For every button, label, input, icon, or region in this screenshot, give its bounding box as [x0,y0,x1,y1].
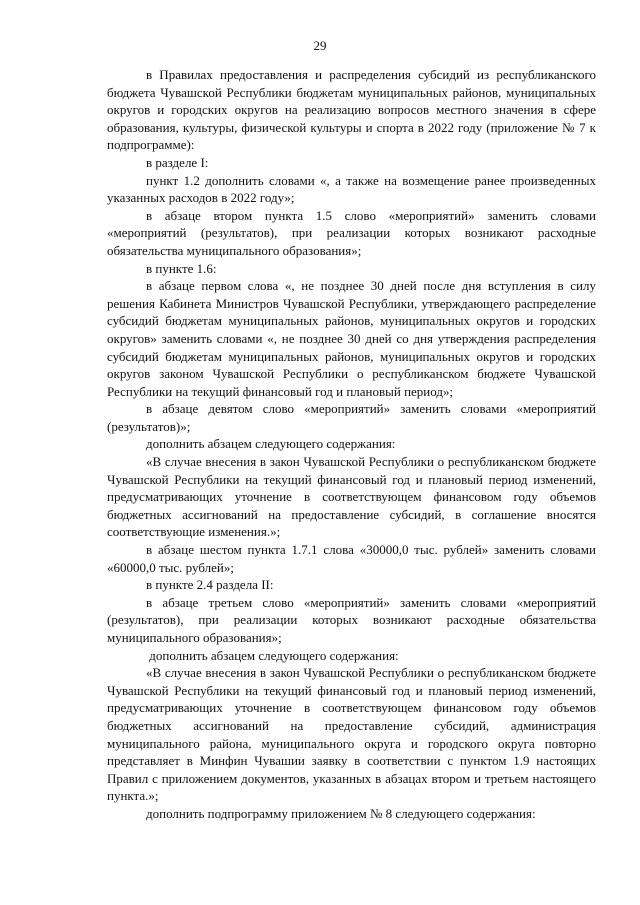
paragraph: «В случае внесения в закон Чувашской Республики о республиканском бюджете Чувашской Республики на текущий финансовый год и плановый период изменений, предусматривающих уточнение в соответствующем финансовом году объемов бюджетных ассигнований на предоставление субсидий, администрация муниципального района, муниципального округа и городского округа повторно представляет в Минфин Чувашии заявку в соответствии с пунктом 1.9 настоящих Правил с приложением документов, указанных в абзацах втором и третьем настоящего пункта.»; [107,665,596,804]
paragraph: в абзаце третьем слово «мероприятий» заменить словами «мероприятий (результатов), при реализации которых возникают расходные обязательства муниципального образования»; [107,594,596,645]
paragraph: в абзаце шестом пункта 1.7.1 слова «30000,0 тыс. рублей» заменить словами «60000,0 тыс. рублей»; [107,542,596,575]
paragraph: дополнить абзацем следующего содержания: [146,436,396,452]
paragraph: пункт 1.2 дополнить словами «, а также на возмещение ранее произведенных указанных расходов в 2022 году»; [107,172,596,206]
paragraph: в Правилах предоставления и распределения субсидий из республиканского бюджета Чувашской Республики бюджетам муниципальных районов, муниципальных округов и городских округов на реализацию вопросов местного значения в сфере образования, культуры, физической культуры и спорта в 2022 году (приложение № 7 к подпрограмме): [107,67,596,153]
paragraph: в абзаце первом слова «, не позднее 30 дней после дня вступления в силу решения Кабинета Министров Чувашской Республики, утверждающего распределение субсидий бюджетам муниципальных районов, муниципальных округов и городских округов» заменить словами «, не позднее 30 дней со дня утверждения распределения субсидий бюджетам муниципальных районов, муниципальных округов и городских округов законом Чувашской Республики о республиканском бюджете Чувашской Республики на текущий финансовый год и плановый период»; [107,278,596,399]
paragraph: в пункте 1.6: [146,260,217,276]
paragraph: в абзаце втором пункта 1.5 слово «мероприятий» заменить словами «мероприятий (результатов), при реализации которых возникают расходные обязательства муниципального образования»; [107,207,596,258]
page-number: 29 [313,38,327,53]
paragraph: в пункте 2.4 раздела II: [146,577,274,593]
paragraph: дополнить абзацем следующего содержания: [146,647,399,663]
paragraph: дополнить подпрограмму приложением № 8 следующего содержания: [146,805,536,821]
document-body [107,66,596,823]
paragraph: в разделе I: [146,154,209,170]
paragraph: «В случае внесения в закон Чувашской Республики о республиканском бюджете Чувашской Республики на текущий финансовый год и плановый период изменений, предусматривающих уточнение в соответствующем финансовом году объемов бюджетных ассигнований на предоставление субсидий, в соглашение вносятся соответствующие изменения.»; [107,454,596,540]
paragraph: в абзаце девятом слово «мероприятий» заменить словами «мероприятий (результатов)»; [107,401,596,434]
